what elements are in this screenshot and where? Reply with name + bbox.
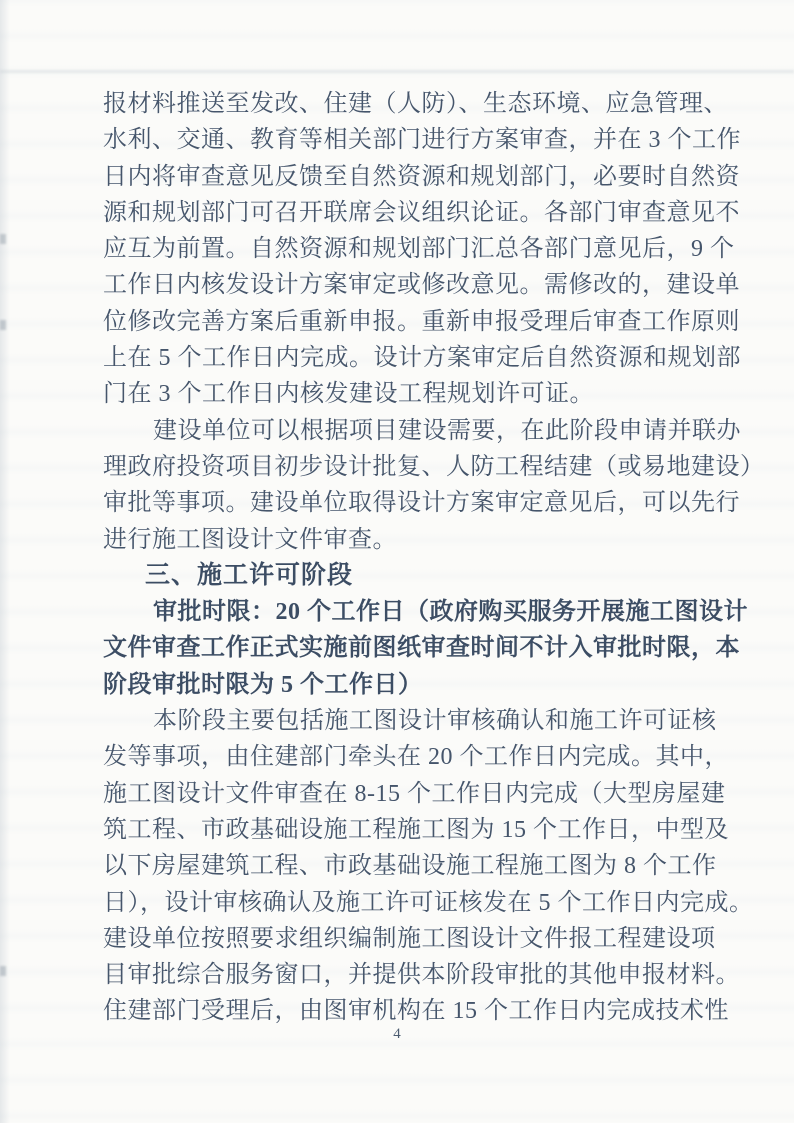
scan-artifact-band: [0, 70, 794, 73]
text-line: 日内将审查意见反馈至自然资源和规划部门，必要时自然资: [103, 163, 740, 190]
text-line: 建设单位可以根据项目建设需要，在此阶段申请并联办: [153, 417, 741, 444]
paragraph: [103, 413, 765, 558]
text-line: 发等事项，由住建部门牵头在 20 个工作日内完成。其中，: [103, 744, 729, 771]
text-line: 本阶段主要包括施工图设计审核确认和施工许可证核: [153, 708, 717, 735]
text-line: 审批等事项。建设单位取得设计方案审定意见后，可以先行: [103, 490, 740, 517]
text-line: 阶段审批时限为 5 个工作日）: [103, 671, 423, 698]
paragraph: [103, 86, 741, 413]
text-line: 上在 5 个工作日内完成。设计方案审定后自然资源和规划部: [103, 345, 741, 372]
page-number: 4: [393, 1026, 401, 1042]
text-line: 日），设计审核确认及施工许可证核发在 5 个工作日内完成。: [103, 889, 754, 916]
paragraph: [103, 703, 754, 1030]
text-line: 报材料推送至发改、住建（人防）、生态环境、应急管理、: [103, 91, 728, 117]
text-line: 住建部门受理后，由图审机构在 15 个工作日内完成技术性: [103, 998, 729, 1025]
text-line: 工作日内核发设计方案审定或修改意见。需修改的，建设单: [103, 272, 740, 299]
text-line: 审批时限：20 个工作日（政府购买服务开展施工图设计: [153, 599, 748, 626]
scan-artifact-smudge: [0, 966, 6, 976]
text-line: 水利、交通、教育等相关部门进行方案审查，并在 3 个工作: [103, 127, 741, 154]
text-line: 建设单位按照要求组织编制施工图设计文件报工程建设项: [103, 925, 716, 952]
text-line: 理政府投资项目初步设计批复、人防工程结建（或易地建设）: [103, 453, 765, 480]
scan-artifact-edge: [0, 0, 10, 1123]
text-line: 进行施工图设计文件审查。: [103, 526, 397, 553]
paragraph-bold: [103, 594, 748, 703]
text-line: 源和规划部门可召开联席会议组织论证。各部门审查意见不: [103, 199, 740, 226]
text-line: 文件审查工作正式实施前图纸审查时间不计入审批时限，本: [103, 635, 740, 662]
text-line: 应互为前置。自然资源和规划部门汇总各部门意见后，9 个: [103, 236, 735, 263]
text-line: 门在 3 个工作日内核发建设工程规划许可证。: [103, 381, 594, 408]
text-line: 以下房屋建筑工程、市政基础设施工程施工图为 8 个工作: [103, 853, 717, 880]
section-heading: 三、施工许可阶段: [145, 561, 354, 589]
text-line: 施工图设计文件审查在 8-15 个工作日内完成（大型房屋建: [103, 780, 726, 807]
text-line: 筑工程、市政基础设施工程施工图为 15 个工作日，中型及: [103, 816, 729, 843]
text-line: 位修改完善方案后重新申报。重新申报受理后审查工作原则: [103, 308, 740, 335]
scan-artifact-smudge: [0, 320, 6, 330]
document-body: [103, 86, 765, 1030]
scan-artifact-smudge: [0, 234, 6, 244]
text-line: 目审批综合服务窗口，并提供本阶段审批的其他申报材料。: [103, 962, 740, 989]
